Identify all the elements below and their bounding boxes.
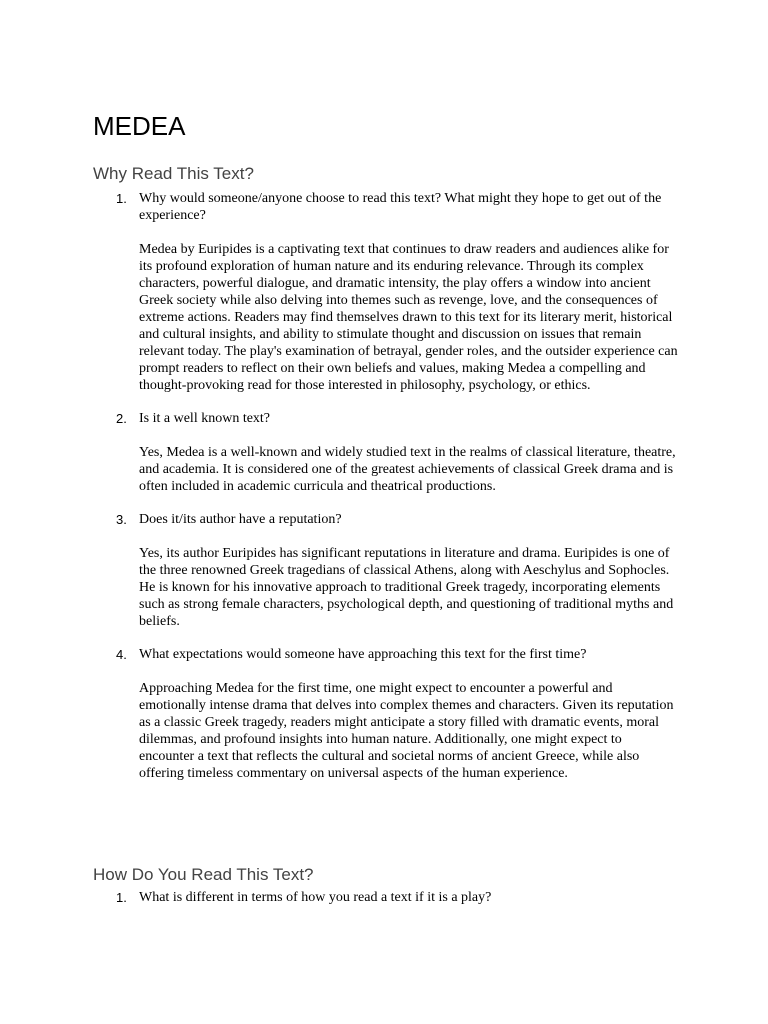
list-item [0, 190, 768, 394]
question-text: What expectations would someone have approaching this text for the first time? [139, 647, 587, 662]
list-item [0, 511, 768, 630]
list-number: 3. [116, 512, 127, 527]
list-number: 1. [116, 890, 127, 905]
list-number: 1. [116, 191, 127, 206]
question-text: What is different in terms of how you read a text if it is a play? [139, 890, 492, 905]
answer-text: Yes, Medea is a well-known and widely studied text in the realms of classical literature, theatre, and academia. It is considered one of the greatest achievements of classical Greek drama and is often included in academic curricula and theatrical productions. [139, 445, 676, 494]
answer-text: Medea by Euripides is a captivating text that continues to draw readers and audiences alike for its profound exploration of human nature and its enduring relevance. Through its complex characters, powerful dialogue, and dramatic intensity, the play offers a window into ancient Greek society while also delving into themes such as revenge, love, and the consequences of extreme actions. Readers may find themselves drawn to this text for its literary merit, historical and cultural insights, and ability to stimulate thought and discussion on issues that remain relevant today. The play's examination of betrayal, gender roles, and the outsider experience can prompt readers to reflect on their own beliefs and values, making Medea a compelling and thought-provoking read for those interested in philosophy, psychology, or ethics. [139, 242, 678, 393]
answer-text: Approaching Medea for the first time, one might expect to encounter a powerful and emotionally intense drama that delves into complex themes and characters. Given its reputation as a classic Greek tragedy, readers might anticipate a story filled with dramatic events, moral dilemmas, and profound insights into human nature. Additionally, one might expect to encounter a text that reflects the cultural and societal norms of ancient Greece, while also offering timeless commentary on universal aspects of the human experience. [139, 681, 674, 781]
answer-text: Yes, its author Euripides has significant reputations in literature and drama. Euripides is one of the three renowned Greek tragedians of classical Athens, along with Aeschylus and Sophocles. He is known for his innovative approach to traditional Greek tragedy, incorporating elements such as strong female characters, psychological depth, and questioning of traditional myths and beliefs. [139, 546, 674, 629]
question-text: Does it/its author have a reputation? [139, 512, 342, 527]
section-heading-why-read: Why Read This Text? [93, 164, 254, 183]
how-read-question-list [0, 889, 768, 922]
list-number: 4. [116, 647, 127, 662]
question-text: Why would someone/anyone choose to read this text? What might they hope to get out of the experience? [139, 191, 662, 223]
list-number: 2. [116, 411, 127, 426]
document-title: MEDEA [93, 111, 186, 141]
list-item [0, 410, 768, 495]
list-item [0, 889, 768, 906]
why-read-question-list [0, 190, 768, 798]
question-text: Is it a well known text? [139, 411, 271, 426]
section-heading-how-read: How Do You Read This Text? [93, 865, 314, 884]
list-item [0, 646, 768, 782]
